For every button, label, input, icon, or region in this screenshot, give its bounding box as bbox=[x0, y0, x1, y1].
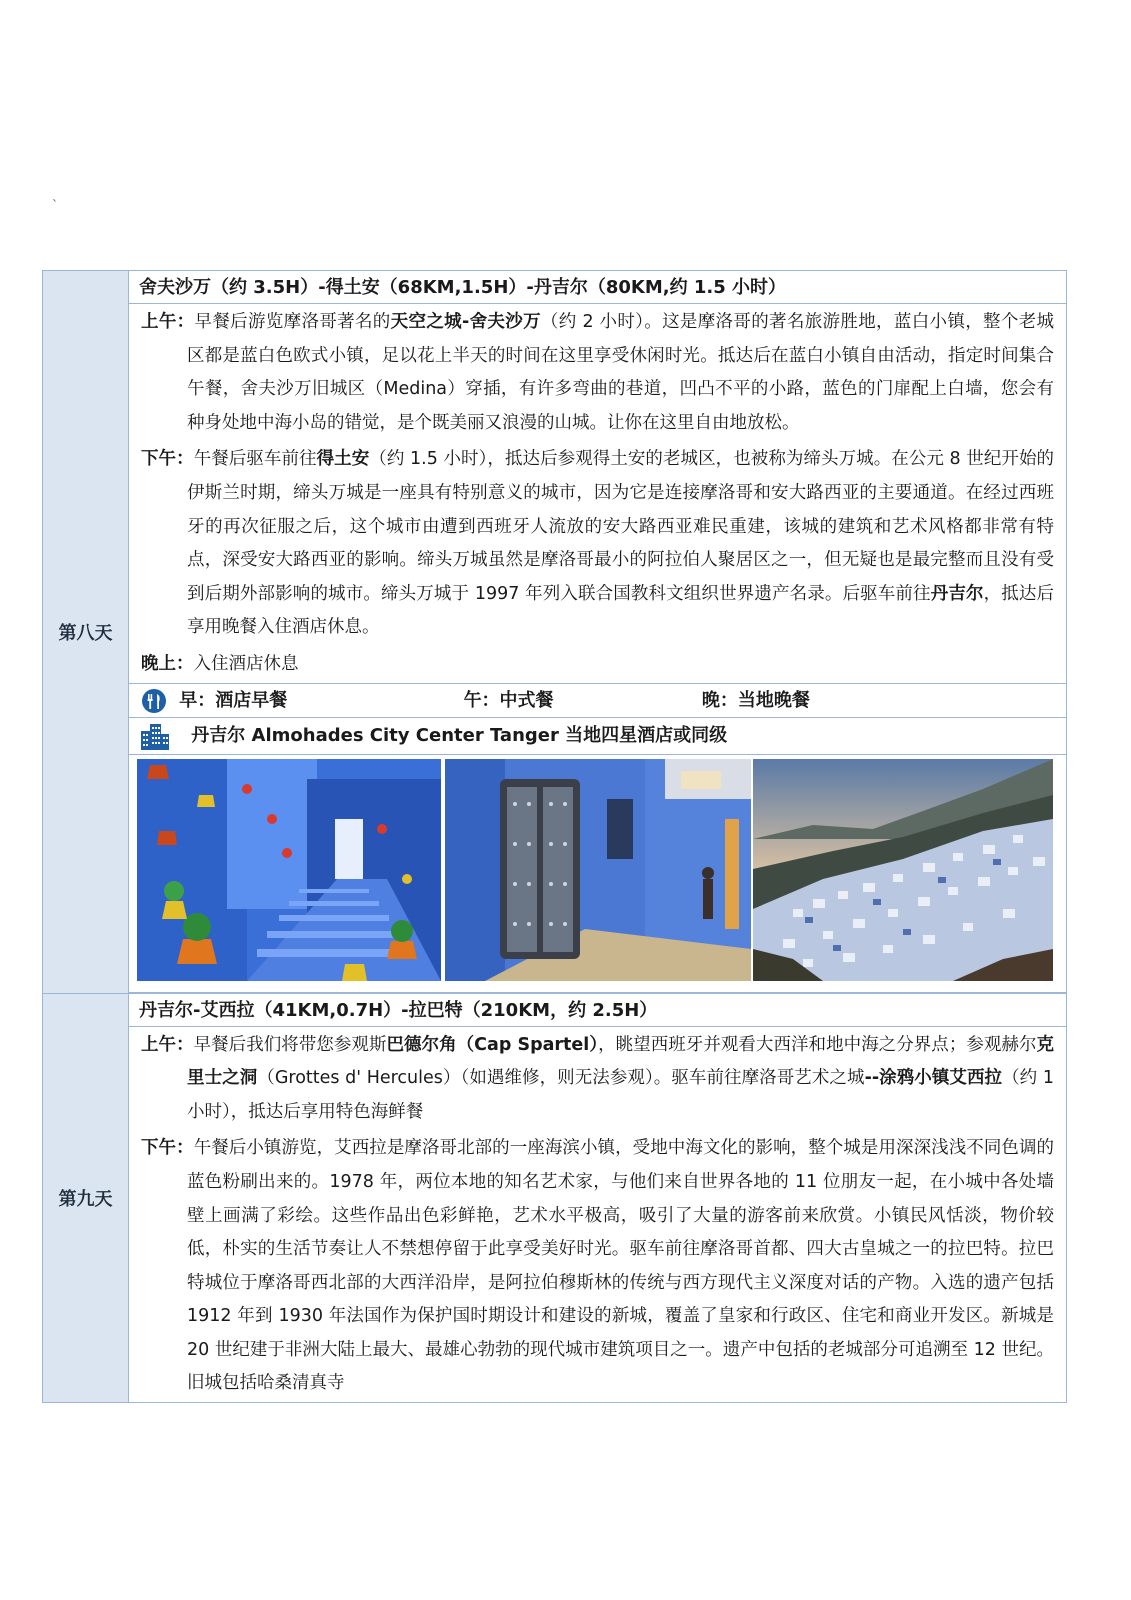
day8-afternoon: 下午：午餐后驱车前往得土安（约 1.5 小时），抵达后参观得土安的老城区，也被称为缔头万城。在公元 8 世纪开始的伊斯兰时期，缔头万城是一座具有特别意义的城市，因为它是连接摩洛哥和安大路西亚的主要通道。在经过西班牙的再次征服之后，这个城市由遭到西班牙人流放的安大路西亚难民重建，该城的建筑和艺术风格都非常有特点，深受安大路西亚的影响。缔头万城虽然是摩洛哥最小的阿拉伯人聚居区之一，但无疑也是最完整而且没有受到后期外部影响的城市。缔头万城于 1997 年列入联合国教科文组织世界遗产名录。后驱车前往丹吉尔，抵达后享用晚餐入住酒店休息。 bbox=[141, 449, 1055, 638]
photo-blue-stairway bbox=[137, 759, 441, 981]
day8-hotel-row bbox=[43, 717, 1067, 754]
day8-photos-row bbox=[43, 754, 1067, 992]
day8-schedule-row bbox=[43, 304, 1067, 684]
day8-meals-row bbox=[43, 683, 1067, 717]
day9-schedule-row bbox=[43, 1026, 1067, 1403]
lunch-info: 午：中式餐 bbox=[463, 690, 554, 712]
stray-mark: ` bbox=[52, 198, 58, 212]
day8-evening: 晚上：入住酒店休息 bbox=[141, 653, 299, 674]
day9-label: 第九天 bbox=[43, 993, 129, 1403]
photo-blue-alley-door bbox=[445, 759, 751, 981]
fork-knife-icon bbox=[139, 688, 169, 714]
day8-photos bbox=[129, 755, 1066, 992]
itinerary-table bbox=[42, 270, 1067, 1403]
day8-hotel bbox=[129, 718, 1066, 754]
hotel-name: 丹吉尔 Almohades City Center Tanger 当地四星酒店或同级 bbox=[191, 724, 728, 746]
day8-route: 舍夫沙万（约 3.5H）-得土安（68KM,1.5H）-丹吉尔（80KM,约 1.5 小时） bbox=[139, 277, 787, 298]
day8-meals bbox=[129, 684, 1066, 717]
day8-label: 第八天 bbox=[43, 271, 129, 994]
day9-route-row bbox=[43, 993, 1067, 1026]
photo-hillside-town bbox=[753, 759, 1053, 981]
day8-route-row bbox=[43, 271, 1067, 304]
day8-morning: 上午：早餐后游览摩洛哥著名的天空之城-舍夫沙万（约 2 小时）。这是摩洛哥的著名旅游胜地，蓝白小镇，整个老城区都是蓝白色欧式小镇，足以花上半天的时间在这里享受休闲时光。抵达后在蓝白小镇自由活动，指定时间集合午餐，舍夫沙万旧城区（Medina）穿插，有许多弯曲的巷道，凹凸不平的小路，蓝色的门扉配上白墙，您会有种身处地中海小岛的错觉，是个既美丽又浪漫的山城。让你在这里自由地放松。 bbox=[141, 312, 1055, 433]
day9-route: 丹吉尔-艾西拉（41KM,0.7H）-拉巴特（210KM，约 2.5H） bbox=[139, 999, 658, 1021]
building-icon bbox=[139, 721, 171, 751]
dinner-info: 晚：当地晚餐 bbox=[701, 690, 810, 712]
day9-morning: 上午：早餐后我们将带您参观斯巴德尔角（Cap Spartel），眺望西班牙并观看大西洋和地中海之分界点；参观赫尔克里士之洞（Grottes d' Hercules）（如遇维修，则无法参观）。驱车前往摩洛哥艺术之城--涂鸦小镇艾西拉（约 1 小时），抵达后享用特色海鲜餐 bbox=[141, 1034, 1054, 1122]
day9-afternoon: 下午：午餐后小镇游览，艾西拉是摩洛哥北部的一座海滨小镇，受地中海文化的影响，整个城是用深深浅浅不同色调的蓝色粉刷出来的。1978 年，两位本地的知名艺术家，与他们来自世界各地的 11 位朋友一起，在小城中各处墙壁上画满了彩绘。这些作品出色彩鲜艳，艺术水平极高，吸引了大量的游客前来欣赏。小镇民风恬淡，物价较低，朴实的生活节奏让人不禁想停留于此享受美好时光。驱车前往摩洛哥首都、四大古皇城之一的拉巴特。拉巴特城位于摩洛哥西北部的大西洋沿岸，是阿拉伯穆斯林的传统与西方现代主义深度对话的产物。入选的遗产包括 1912 年到 1930 年法国作为保护国时期设计和建设的新城，覆盖了皇家和行政区、住宅和商业开发区。新城是 20 世纪建于非洲大陆上最大、最雄心勃勃的现代城市建筑项目之一。遗产中包括的老城部分可追溯至 12 世纪。旧城包括哈桑清真寺 bbox=[141, 1138, 1055, 1394]
breakfast-info: 早：酒店早餐 bbox=[179, 690, 288, 712]
